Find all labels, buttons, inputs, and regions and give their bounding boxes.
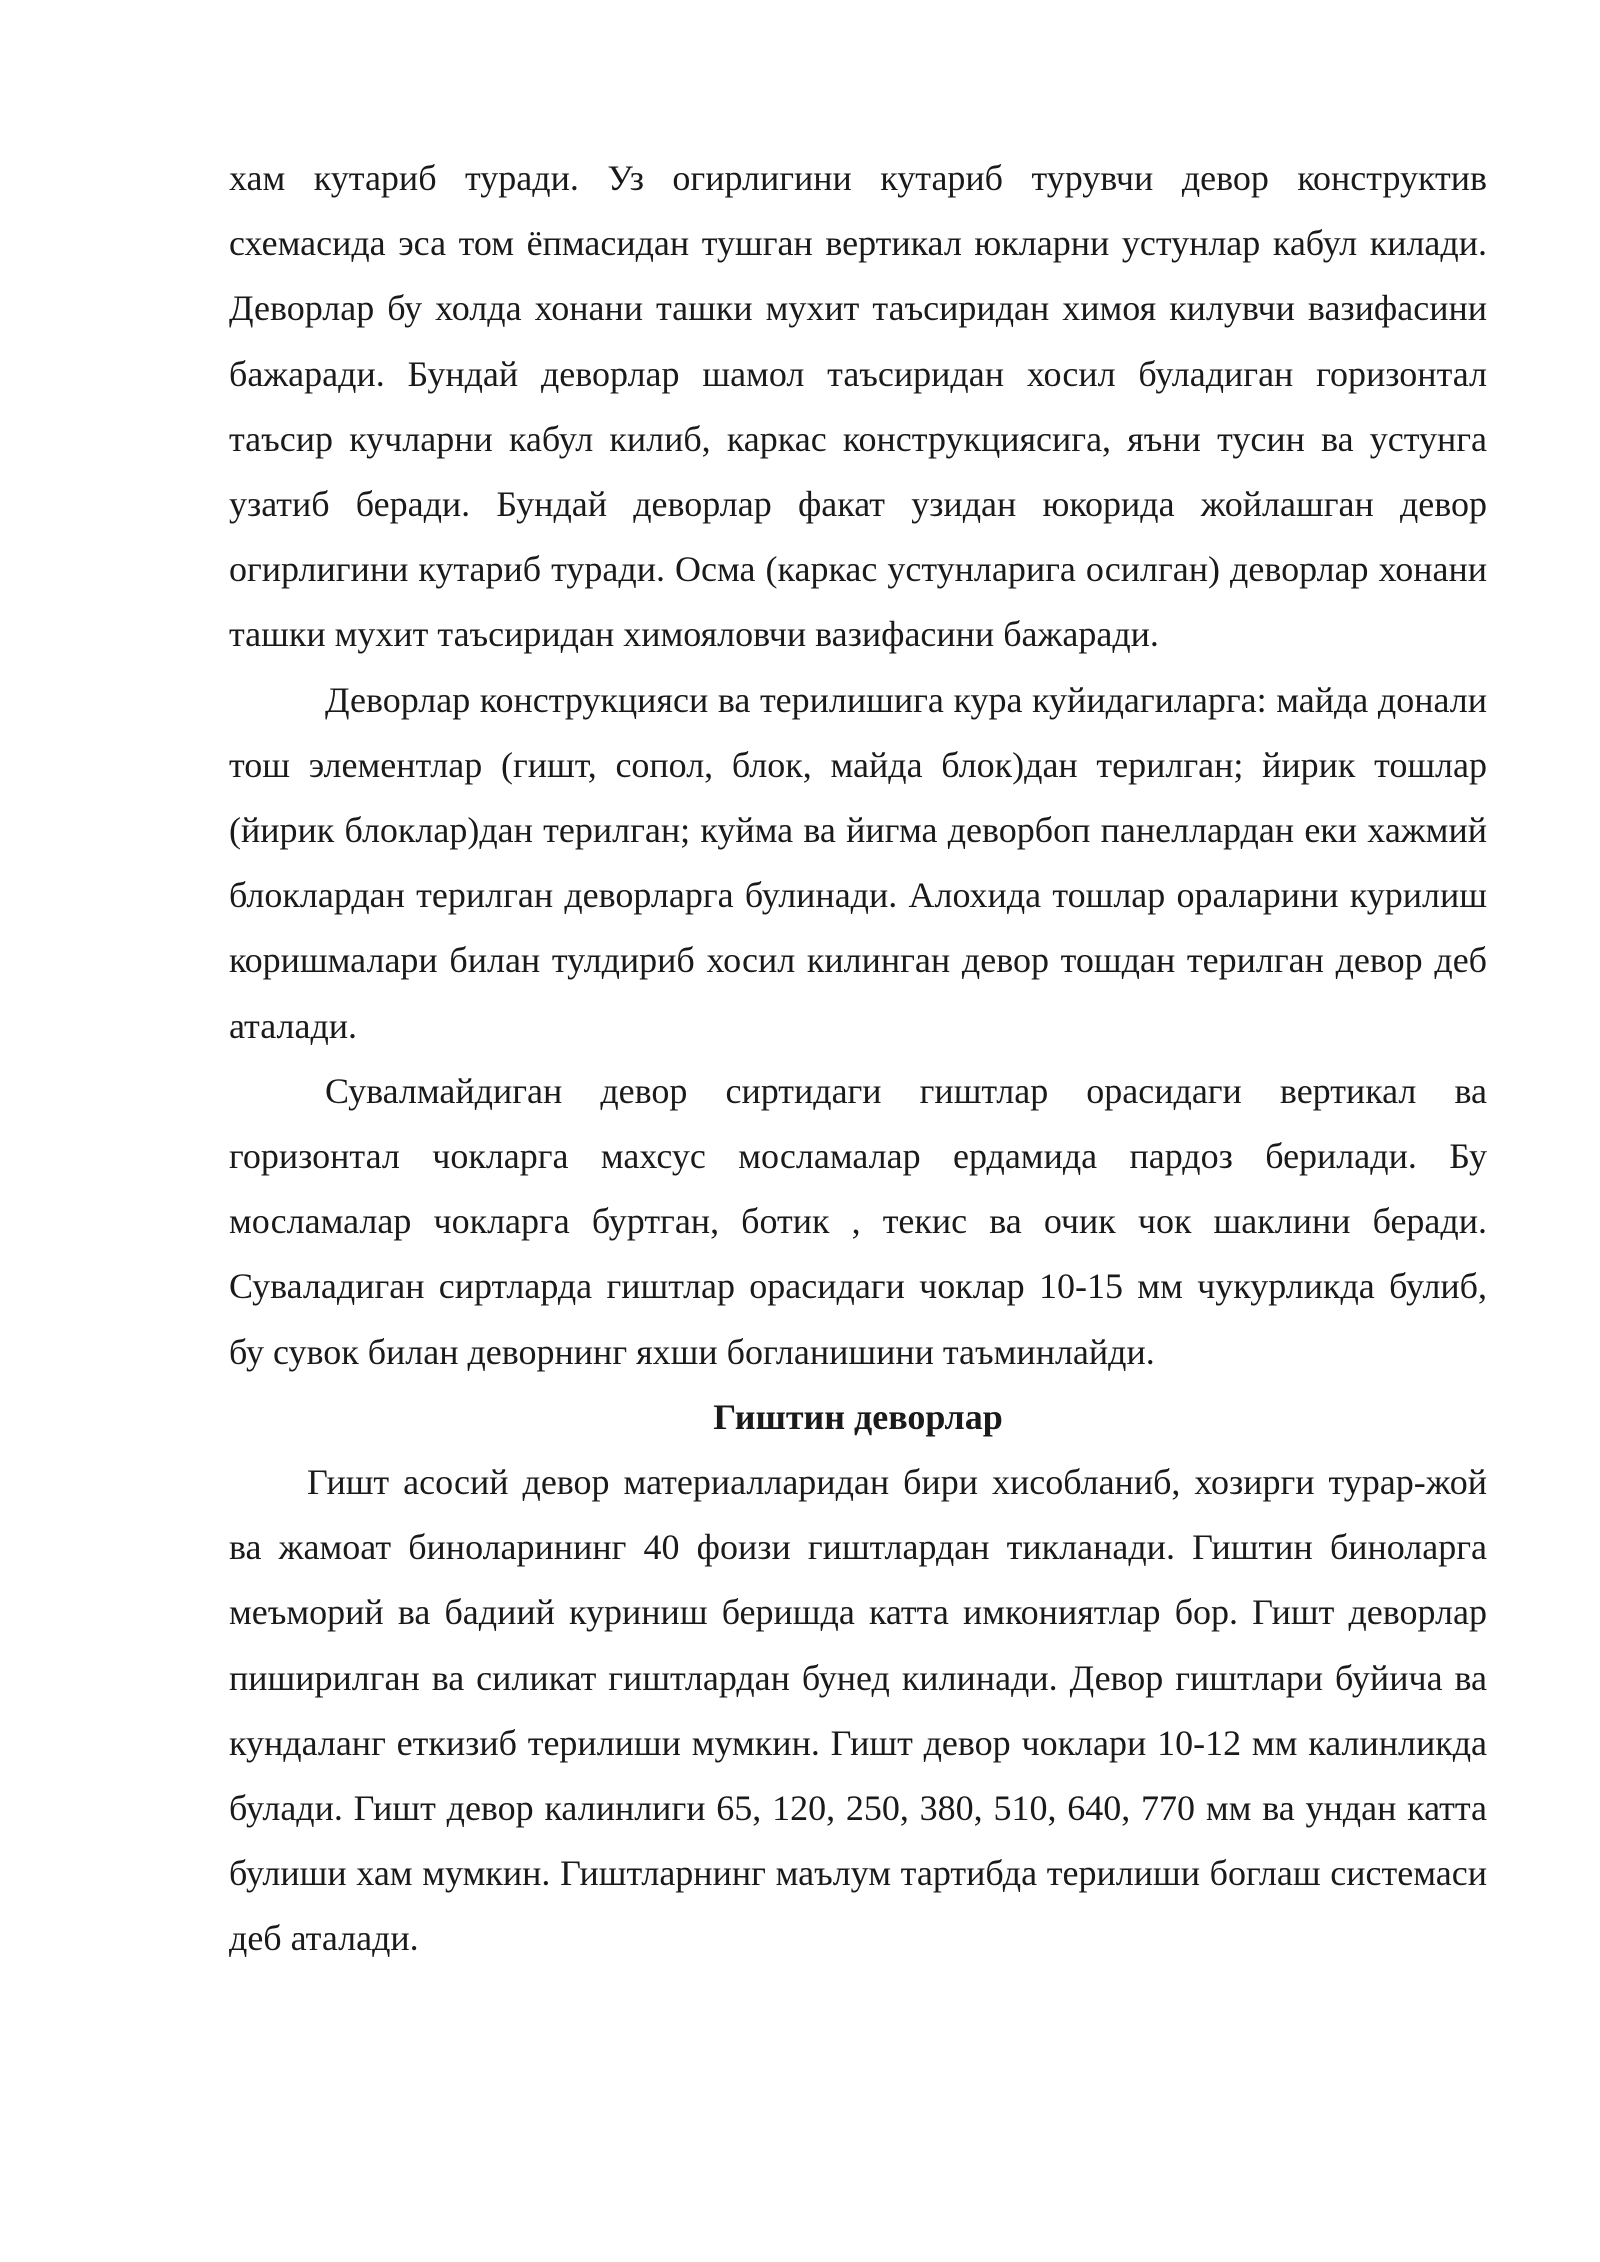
section-heading: Гиштин деворлар (713, 1396, 1003, 1437)
paragraph-1: хам кутариб туради. Уз огирлигини кутариб турувчи девор конструктив схемасида эса том ёпмасидан тушган вертикал юкларни устунлар кабул килади. Деворлар бу холда хонани ташки мухит таъсиридан химоя килувчи вазифасини бажаради. Бундай деворлар шамол таъсиридан хосил буладиган горизонтал таъсир кучларни кабул килиб, каркас конструкциясига, яъни тусин ва устунга узатиб беради. Бундай деворлар факат узидан юкорида жойлашган девор огирлигини кутариб туради. Осма (каркас устунларига осилган) деворлар хонани ташки мухит таъсиридан химояловчи вазифасини бажаради. (229, 158, 1487, 655)
paragraph-2: Деворлар конструкцияси ва терилишига кура куйидагиларга: майда донали тош элементлар (гишт, сопол, блок, майда блок)дан терилган; йирик тошлар (йирик блоклар)дан терилган; куйма ва йигма деворбоп панеллардан еки хажмий блоклардан терилган деворларга булинади. Алохида тошлар ораларини курилиш коришмалари билан тулдириб хосил килинган девор тошдан терилган девор деб аталади. (229, 679, 1487, 1046)
text-column (229, 146, 1487, 1972)
paragraph-3: Сувалмайдиган девор сиртидаги гиштлар орасидаги вертикал ва горизонтал чокларга махсус мосламалар ердамида пардоз берилади. Бу мосламалар чокларга буртган, ботик , текис ва очик чок шаклини беради. Суваладиган сиртларда гиштлар орасидаги чоклар 10-15 мм чукурликда булиб, бу сувок билан деворнинг яхши богланишини таъминлайди. (229, 1070, 1487, 1372)
paragraph-4: Гишт асосий девор материалларидан бири хисобланиб, хозирги турар-жой ва жамоат биноларининг 40 фоизи гиштлардан тикланади. Гиштин биноларга меъморий ва бадиий куриниш беришда катта имкониятлар бор. Гишт деворлар пиширилган ва силикат гиштлардан бунед килинади. Девор гиштлари буйича ва кундаланг еткизиб терилиши мумкин. Гишт девор чоклари 10-12 мм калинликда булади. Гишт девор калинлиги 65, 120, 250, 380, 510, 640, 770 мм ва ундан катта булиши хам мумкин. Гиштларнинг маълум тартибда терилиши боглаш системаси деб аталади. (229, 1462, 1487, 1959)
